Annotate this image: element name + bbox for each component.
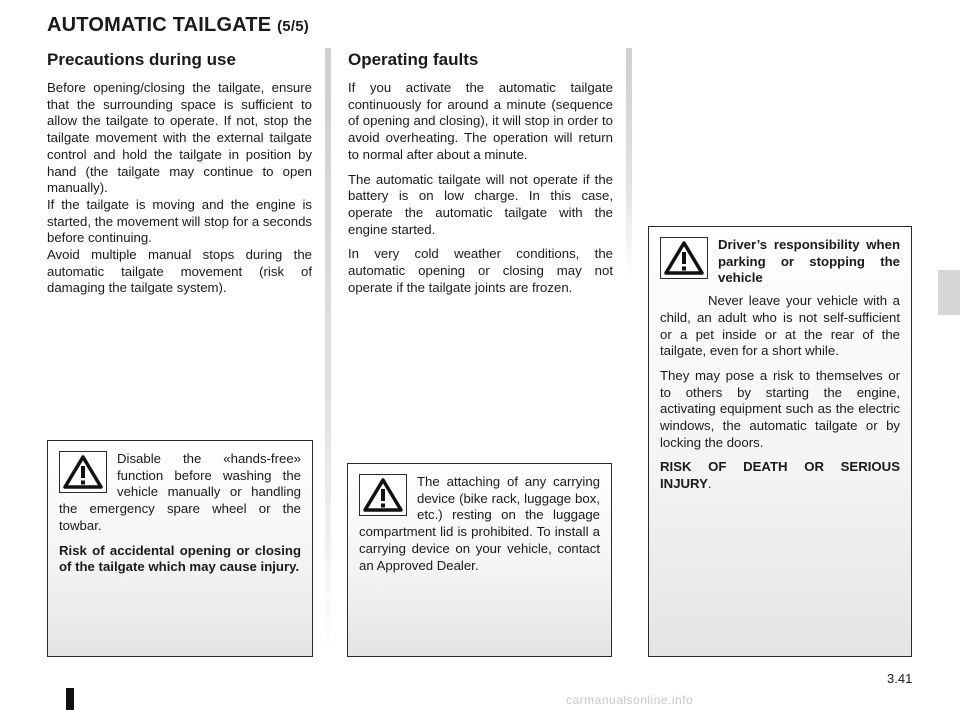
faults-text [348,80,613,304]
precautions-paragraph: Avoid multiple manual stops during the automatic tailgate movement (risk of damaging the tailgate system). [47,247,312,296]
precautions-text [47,80,312,297]
hands-free-warning-risk: Risk of accidental opening or closing of the tailgate which may cause injury. [59,542,301,575]
precautions-paragraph: If the tailgate is moving and the engine is started, the movement will stop for a seconds before continuing. [47,196,312,246]
column-divider-right [626,48,632,278]
hands-free-warning-box [47,440,313,657]
driver-responsibility-paragraph: They may pose a risk to themselves or to others by starting the engine, activating equipment such as the electric windows, the automatic tailgate or by locking the doors. [660,367,900,450]
driver-responsibility-risk [660,459,900,492]
warning-triangle-icon [359,474,407,516]
warning-triangle-icon [660,237,708,279]
watermark: carmanualsonline.info [566,693,694,707]
driver-responsibility-paragraph: Never leave your vehicle with a child, an adult who is not self-sufficient or a pet inside or at the rear of the tailgate, even for a short while. [660,293,900,359]
page-title [47,14,309,37]
hands-free-warning-text: Disable the «hands-free» function before washing the vehicle manually or handling the emergency spare wheel or the towbar. [59,451,301,533]
page-title-text: AUTOMATIC TAILGATE [47,14,272,36]
precautions-paragraph: Before opening/closing the tailgate, ensure that the surrounding space is sufficient to allow the tailgate to operate. If not, stop the tailgate movement with the external tailgate control and hold the tailgate in position by hand (the tailgate may continue to open manually). [47,80,312,196]
faults-paragraph: The automatic tailgate will not operate if the battery is on low charge. In this case, operate the automatic tailgate with the engine started. [348,171,613,237]
page-number: 3.41 [887,671,913,686]
column-divider-left [325,48,331,653]
chapter-tab [938,270,960,315]
carrying-device-warning-box [347,463,612,657]
faults-paragraph: In very cold weather conditions, the automatic opening or closing may not operate if the tailgate joints are frozen. [348,246,613,295]
faults-paragraph: If you activate the automatic tailgate continuously for around a minute (sequence of opening and closing), it will stop in order to avoid overheating. The operation will return to normal after about a minute. [348,80,613,162]
risk-text: RISK OF DEATH OR SERIOUS INJURY [660,459,900,492]
corner-mark [66,688,74,710]
faults-heading: Operating faults [348,50,479,69]
risk-suffix: . [707,476,712,492]
precautions-heading: Precautions during use [47,50,236,69]
driver-responsibility-warning-box [648,226,912,657]
driver-responsibility-title: Driver’s responsibility when parking or stopping the vehicle [718,237,900,286]
warning-triangle-icon [59,451,107,493]
page-part-indicator: (5/5) [277,18,309,35]
carrying-device-warning-text: The attaching of any carrying device (bike rack, luggage box, etc.) resting on the luggage compartment lid is prohibited. To install a carrying device on your vehicle, contact an Approved Dealer. [359,474,600,573]
